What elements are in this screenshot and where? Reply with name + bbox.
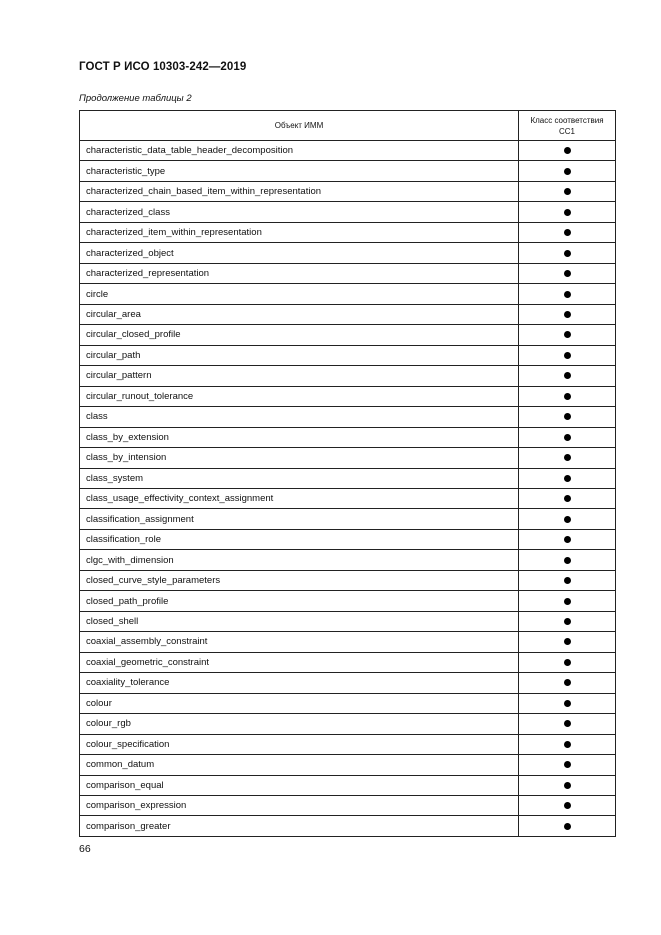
table-row <box>80 345 616 365</box>
object-name-cell: circular_pattern <box>80 366 519 386</box>
conformance-cell <box>519 468 616 488</box>
object-name-cell: common_datum <box>80 755 519 775</box>
conformance-cell <box>519 304 616 324</box>
filled-circle-icon <box>564 147 571 154</box>
filled-circle-icon <box>564 188 571 195</box>
filled-circle-icon <box>564 168 571 175</box>
conformance-cell <box>519 550 616 570</box>
filled-circle-icon <box>564 413 571 420</box>
table-row <box>80 222 616 242</box>
conformance-cell <box>519 611 616 631</box>
object-name-cell: circular_path <box>80 345 519 365</box>
object-name-cell: characteristic_type <box>80 161 519 181</box>
conformance-cell <box>519 161 616 181</box>
filled-circle-icon <box>564 475 571 482</box>
conformance-cell <box>519 141 616 161</box>
table-row <box>80 325 616 345</box>
conformance-cell <box>519 509 616 529</box>
conformance-cell <box>519 243 616 263</box>
table-row <box>80 673 616 693</box>
filled-circle-icon <box>564 577 571 584</box>
filled-circle-icon <box>564 209 571 216</box>
object-name-cell: clgc_with_dimension <box>80 550 519 570</box>
object-name-cell: circle <box>80 284 519 304</box>
filled-circle-icon <box>564 720 571 727</box>
object-name-cell: class_system <box>80 468 519 488</box>
object-name-cell: colour_specification <box>80 734 519 754</box>
filled-circle-icon <box>564 434 571 441</box>
column-header-cc1: CC1 <box>558 126 575 136</box>
table-row <box>80 714 616 734</box>
filled-circle-icon <box>564 823 571 830</box>
table-row <box>80 652 616 672</box>
filled-circle-icon <box>564 291 571 298</box>
object-name-cell: circular_closed_profile <box>80 325 519 345</box>
conformance-cell <box>519 345 616 365</box>
conformance-table <box>79 110 616 837</box>
object-name-cell: coaxial_geometric_constraint <box>80 652 519 672</box>
table-row <box>80 693 616 713</box>
object-name-cell: comparison_greater <box>80 816 519 836</box>
table-row <box>80 243 616 263</box>
table-row <box>80 529 616 549</box>
table-row <box>80 734 616 754</box>
filled-circle-icon <box>564 598 571 605</box>
table-row <box>80 570 616 590</box>
conformance-cell <box>519 796 616 816</box>
object-name-cell: classification_role <box>80 529 519 549</box>
column-header-class-label: Класс соответствия <box>530 115 604 125</box>
conformance-cell <box>519 407 616 427</box>
object-name-cell: comparison_expression <box>80 796 519 816</box>
object-name-cell: circular_area <box>80 304 519 324</box>
table-row <box>80 366 616 386</box>
conformance-cell <box>519 693 616 713</box>
object-name-cell: closed_path_profile <box>80 591 519 611</box>
object-name-cell: class_usage_effectivity_context_assignment <box>80 488 519 508</box>
table-row <box>80 632 616 652</box>
conformance-cell <box>519 632 616 652</box>
filled-circle-icon <box>564 741 571 748</box>
filled-circle-icon <box>564 250 571 257</box>
conformance-cell <box>519 673 616 693</box>
table-row <box>80 386 616 406</box>
filled-circle-icon <box>564 802 571 809</box>
object-name-cell: colour <box>80 693 519 713</box>
conformance-cell <box>519 222 616 242</box>
conformance-cell <box>519 386 616 406</box>
object-name-cell: classification_assignment <box>80 509 519 529</box>
table-row <box>80 796 616 816</box>
table-row <box>80 488 616 508</box>
filled-circle-icon <box>564 618 571 625</box>
object-name-cell: characterized_chain_based_item_within_representation <box>80 181 519 201</box>
object-name-cell: colour_rgb <box>80 714 519 734</box>
conformance-cell <box>519 284 616 304</box>
conformance-cell <box>519 263 616 283</box>
conformance-cell <box>519 325 616 345</box>
filled-circle-icon <box>564 270 571 277</box>
object-name-cell: characteristic_data_table_header_decomposition <box>80 141 519 161</box>
table-row <box>80 304 616 324</box>
conformance-cell <box>519 427 616 447</box>
filled-circle-icon <box>564 311 571 318</box>
table-row <box>80 141 616 161</box>
table-caption: Продолжение таблицы 2 <box>79 93 192 104</box>
table-row <box>80 181 616 201</box>
conformance-cell <box>519 591 616 611</box>
conformance-cell <box>519 775 616 795</box>
object-name-cell: class_by_intension <box>80 448 519 468</box>
filled-circle-icon <box>564 761 571 768</box>
filled-circle-icon <box>564 393 571 400</box>
table-row <box>80 611 616 631</box>
table-row <box>80 755 616 775</box>
filled-circle-icon <box>564 454 571 461</box>
table-row <box>80 448 616 468</box>
table-row <box>80 591 616 611</box>
conformance-cell <box>519 570 616 590</box>
table-row <box>80 202 616 222</box>
conformance-cell <box>519 816 616 836</box>
conformance-cell <box>519 652 616 672</box>
object-name-cell: class <box>80 407 519 427</box>
object-name-cell: characterized_item_within_representation <box>80 222 519 242</box>
filled-circle-icon <box>564 638 571 645</box>
filled-circle-icon <box>564 331 571 338</box>
filled-circle-icon <box>564 659 571 666</box>
object-name-cell: closed_curve_style_parameters <box>80 570 519 590</box>
page-number: 66 <box>79 843 91 855</box>
object-name-cell: characterized_object <box>80 243 519 263</box>
table-row <box>80 509 616 529</box>
table-row <box>80 263 616 283</box>
filled-circle-icon <box>564 679 571 686</box>
document-header: ГОСТ Р ИСО 10303-242—2019 <box>79 61 247 73</box>
filled-circle-icon <box>564 516 571 523</box>
filled-circle-icon <box>564 372 571 379</box>
column-header-object: Объект ИММ <box>80 111 519 141</box>
table-header-row <box>80 111 616 141</box>
conformance-cell <box>519 529 616 549</box>
filled-circle-icon <box>564 782 571 789</box>
object-name-cell: characterized_representation <box>80 263 519 283</box>
filled-circle-icon <box>564 229 571 236</box>
conformance-cell <box>519 714 616 734</box>
object-name-cell: coaxial_assembly_constraint <box>80 632 519 652</box>
filled-circle-icon <box>564 352 571 359</box>
object-name-cell: circular_runout_tolerance <box>80 386 519 406</box>
table-row <box>80 468 616 488</box>
object-name-cell: comparison_equal <box>80 775 519 795</box>
conformance-cell <box>519 734 616 754</box>
conformance-cell <box>519 755 616 775</box>
table-row <box>80 407 616 427</box>
table-row <box>80 816 616 836</box>
column-header-conformance-class <box>519 111 616 141</box>
filled-circle-icon <box>564 557 571 564</box>
conformance-cell <box>519 202 616 222</box>
table-row <box>80 775 616 795</box>
table-row <box>80 161 616 181</box>
conformance-cell <box>519 181 616 201</box>
conformance-cell <box>519 448 616 468</box>
object-name-cell: coaxiality_tolerance <box>80 673 519 693</box>
object-name-cell: closed_shell <box>80 611 519 631</box>
conformance-cell <box>519 366 616 386</box>
filled-circle-icon <box>564 700 571 707</box>
table-row <box>80 427 616 447</box>
table-row <box>80 550 616 570</box>
object-name-cell: class_by_extension <box>80 427 519 447</box>
table-row <box>80 284 616 304</box>
filled-circle-icon <box>564 536 571 543</box>
filled-circle-icon <box>564 495 571 502</box>
object-name-cell: characterized_class <box>80 202 519 222</box>
conformance-cell <box>519 488 616 508</box>
